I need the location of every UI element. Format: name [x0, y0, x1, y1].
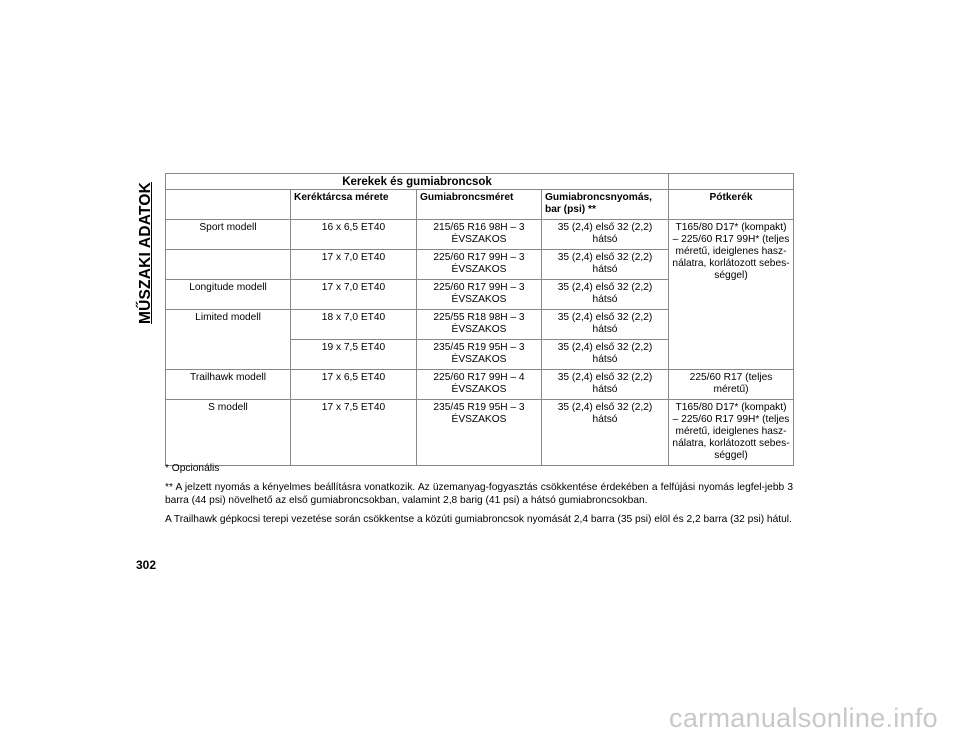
- footnotes: [165, 462, 793, 531]
- header-spare: Pótkerék: [669, 190, 794, 220]
- table-header-row: [166, 190, 794, 220]
- cell-tire: 225/60 R17 99H – 3 ÉVSZAKOS: [417, 250, 542, 280]
- cell-rim: 19 x 7,5 ET40: [291, 340, 417, 370]
- header-model: [166, 190, 291, 220]
- cell-tire: 235/45 R19 95H – 3 ÉVSZAKOS: [417, 340, 542, 370]
- cell-rim: 16 x 6,5 ET40: [291, 220, 417, 250]
- cell-rim: 17 x 7,5 ET40: [291, 400, 417, 466]
- cell-pressure: 35 (2,4) első 32 (2,2) hátsó: [542, 340, 669, 370]
- cell-model: Longitude modell: [166, 280, 291, 310]
- cell-rim: 17 x 7,0 ET40: [291, 280, 417, 310]
- cell-spare: 225/60 R17 (teljes méretű): [669, 370, 794, 400]
- section-side-title: [135, 175, 157, 330]
- cell-pressure: 35 (2,4) első 32 (2,2) hátsó: [542, 370, 669, 400]
- cell-spare-group: T165/80 D17* (kompakt) – 225/60 R17 99H* (teljes méretű, ideiglenes hasz-nálatra, korlátozott sebes-séggel): [669, 220, 794, 370]
- cell-tire: 215/65 R16 98H – 3 ÉVSZAKOS: [417, 220, 542, 250]
- cell-tire: 225/60 R17 99H – 3 ÉVSZAKOS: [417, 280, 542, 310]
- cell-spare: T165/80 D17* (kompakt) – 225/60 R17 99H* (teljes méretű, ideiglenes hasz-nálatra, korlátozott sebes-séggel): [669, 400, 794, 466]
- cell-pressure: 35 (2,4) első 32 (2,2) hátsó: [542, 220, 669, 250]
- cell-pressure: 35 (2,4) első 32 (2,2) hátsó: [542, 400, 669, 466]
- cell-model: Sport modell: [166, 220, 291, 250]
- cell-model: Trailhawk modell: [166, 370, 291, 400]
- table-title-empty-cell: [669, 174, 794, 190]
- cell-tire: 235/45 R19 95H – 3 ÉVSZAKOS: [417, 400, 542, 466]
- cell-model: Limited modell: [166, 310, 291, 370]
- section-title-text: MŰSZAKI ADATOK: [137, 181, 155, 324]
- page-number: 302: [136, 558, 157, 572]
- header-rim-size: Keréktárcsa mérete: [291, 190, 417, 220]
- table-title: Kerekek és gumiabroncsok: [166, 174, 669, 190]
- cell-pressure: 35 (2,4) első 32 (2,2) hátsó: [542, 250, 669, 280]
- cell-rim: 17 x 7,0 ET40: [291, 250, 417, 280]
- footnote-optional: * Opcionális: [165, 463, 220, 474]
- cell-model: [166, 250, 291, 280]
- header-tire-pressure: Gumiabroncsnyomás, bar (psi) **: [542, 190, 669, 220]
- footnote-pressure: ** A jelzett nyomás a kényelmes beállításra vonatkozik. Az üzemanyag-fogyasztás csökkentése érdekében a felfújási nyomás legfel-jebb 3 barra (44 psi) növelhető az első gumiabroncsokban, valamint 2,8 barig (41 psi) a hátsó gumiabroncsokban.: [165, 481, 793, 506]
- cell-model: S modell: [166, 400, 291, 466]
- wheels-tires-table: [165, 173, 794, 466]
- table-title-row: [166, 174, 794, 190]
- watermark: carmanualsonline.info: [669, 703, 938, 733]
- cell-tire: 225/55 R18 98H – 3 ÉVSZAKOS: [417, 310, 542, 340]
- cell-rim: 17 x 6,5 ET40: [291, 370, 417, 400]
- header-tire-size: Gumiabroncsméret: [417, 190, 542, 220]
- table-row: [166, 220, 794, 250]
- footnote-trailhawk: A Trailhawk gépkocsi terepi vezetése során csökkentse a közúti gumiabroncsok nyomását 2,4 barra (35 psi) elöl és 2,2 barra (32 psi) hátul.: [165, 513, 792, 525]
- table-row: [166, 370, 794, 400]
- cell-rim: 18 x 7,0 ET40: [291, 310, 417, 340]
- cell-tire: 225/60 R17 99H – 4 ÉVSZAKOS: [417, 370, 542, 400]
- table-row: [166, 400, 794, 466]
- cell-pressure: 35 (2,4) első 32 (2,2) hátsó: [542, 310, 669, 340]
- cell-pressure: 35 (2,4) első 32 (2,2) hátsó: [542, 280, 669, 310]
